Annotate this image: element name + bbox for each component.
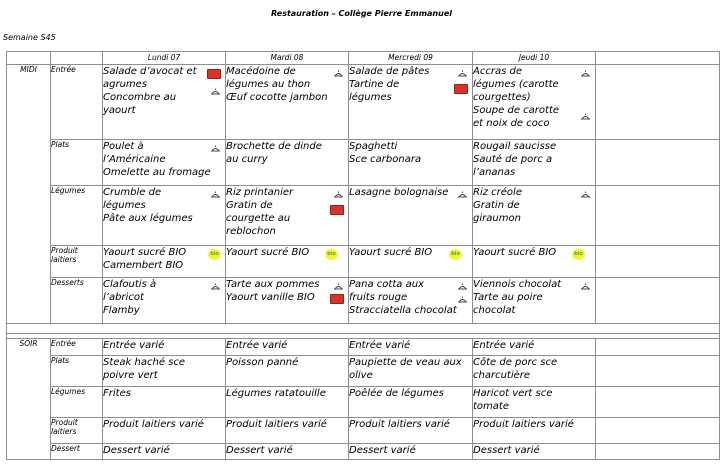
veggie-plate-icon xyxy=(580,112,591,121)
menu-cell-jeudi: Accras de légumes (carotte courgettes) Soupe de carotte et noix de coco xyxy=(473,65,596,140)
menu-cell-mardi: Légumes ratatouille xyxy=(226,387,349,418)
menu-cell-lundi: Salade d’avocat et agrumes Concombre au yaourt xyxy=(103,65,226,140)
category-label: Entrée xyxy=(51,339,103,356)
homemade-stamp-icon xyxy=(330,294,344,304)
veggie-plate-icon xyxy=(333,69,344,78)
midi-plats-row xyxy=(7,140,720,186)
menu-table xyxy=(6,51,720,460)
spacer-row xyxy=(7,324,720,334)
menu-cell-jeudi: Produit laitiers varié xyxy=(473,418,596,444)
bio-label-icon: bio xyxy=(325,249,338,260)
menu-cell-jeudi: Rougail saucisse Sauté de porc a l’ananas xyxy=(473,140,596,186)
page-title: Restauration – Collège Pierre Emmanuel xyxy=(271,9,452,18)
menu-cell-lundi: Crumble de légumes Pâte aux légumes xyxy=(103,186,226,246)
day-header-mercredi: Mercredi 09 xyxy=(349,52,473,65)
menu-cell-lundi: Entrée varié xyxy=(103,339,226,356)
header-row xyxy=(7,52,720,65)
homemade-stamp-icon xyxy=(207,69,221,79)
veggie-plate-icon xyxy=(457,295,468,304)
category-label: Entrée xyxy=(51,65,103,140)
menu-cell-mardi: Tarte aux pommes Yaourt vanille BIO xyxy=(226,278,349,324)
veggie-plate-icon xyxy=(210,190,221,199)
veggie-plate-icon xyxy=(457,282,468,291)
menu-cell-jeudi: Viennois chocolat Tarte au poire chocolat xyxy=(473,278,596,324)
veggie-plate-icon xyxy=(210,282,221,291)
midi-desserts-row xyxy=(7,278,720,324)
menu-cell-mardi: Riz printanier Gratin de courgette au reblochon xyxy=(226,186,349,246)
menu-cell-mardi: Produit laitiers varié xyxy=(226,418,349,444)
veggie-plate-icon xyxy=(580,69,591,78)
soir-legumes-row xyxy=(7,387,720,418)
menu-cell-lundi: Dessert varié xyxy=(103,444,226,460)
day-header-lundi: Lundi 07 xyxy=(103,52,226,65)
veggie-plate-icon xyxy=(580,282,591,291)
menu-cell-mercredi: Dessert varié xyxy=(349,444,473,460)
menu-cell-mardi: Brochette de dinde au curry xyxy=(226,140,349,186)
menu-cell-lundi: Clafoutis à l’abricot Flamby xyxy=(103,278,226,324)
bio-label-icon: bio xyxy=(572,249,585,260)
category-label: Produit laitiers xyxy=(51,246,103,278)
veggie-plate-icon xyxy=(210,144,221,153)
menu-cell-jeudi: Dessert varié xyxy=(473,444,596,460)
bio-label-icon: bio xyxy=(449,249,462,260)
veggie-plate-icon xyxy=(580,190,591,199)
menu-cell-mercredi: Pana cotta aux fruits rouge Stracciatella chocolat xyxy=(349,278,473,324)
homemade-stamp-icon xyxy=(454,84,468,94)
veggie-plate-icon xyxy=(457,69,468,78)
menu-cell-mardi: Macédoine de légumes au thon Œuf cocotte jambon xyxy=(226,65,349,140)
menu-cell-mardi: Yaourt sucré BIO bio xyxy=(226,246,349,278)
menu-cell-mercredi: Lasagne bolognaise xyxy=(349,186,473,246)
service-midi: MIDI xyxy=(7,65,51,324)
menu-cell-lundi: Steak haché sce poivre vert xyxy=(103,356,226,387)
menu-cell-jeudi: Riz créole Gratin de giraumon xyxy=(473,186,596,246)
day-header-jeudi: Jeudi 10 xyxy=(473,52,596,65)
day-header-mardi: Mardi 08 xyxy=(226,52,349,65)
menu-cell-mercredi: Poêlée de légumes xyxy=(349,387,473,418)
menu-cell-lundi: Poulet à l’Américaine Omelette au fromage xyxy=(103,140,226,186)
menu-cell-mercredi: Entrée varié xyxy=(349,339,473,356)
week-label: Semaine S45 xyxy=(3,33,56,42)
menu-cell-jeudi: Côte de porc sce charcutière xyxy=(473,356,596,387)
menu-cell-lundi: Produit laitiers varié xyxy=(103,418,226,444)
homemade-stamp-icon xyxy=(330,205,344,215)
category-label: Légumes xyxy=(51,387,103,418)
bio-label-icon: bio xyxy=(208,249,221,260)
soir-plats-row xyxy=(7,356,720,387)
soir-produits-row xyxy=(7,418,720,444)
soir-dessert-row xyxy=(7,444,720,460)
category-label: Plats xyxy=(51,356,103,387)
midi-legumes-row xyxy=(7,186,720,246)
soir-entree-row xyxy=(7,339,720,356)
veggie-plate-icon xyxy=(210,87,221,96)
veggie-plate-icon xyxy=(333,282,344,291)
menu-cell-lundi: Frites xyxy=(103,387,226,418)
menu-cell-mercredi: Salade de pâtes Tartine de légumes xyxy=(349,65,473,140)
midi-produits-row xyxy=(7,246,720,278)
menu-cell-jeudi: Haricot vert sce tomate xyxy=(473,387,596,418)
category-label: Produit laitiers xyxy=(51,418,103,444)
menu-cell-mercredi: Produit laitiers varié xyxy=(349,418,473,444)
category-label: Desserts xyxy=(51,278,103,324)
midi-entree-row xyxy=(7,65,720,140)
category-label: Dessert xyxy=(51,444,103,460)
menu-cell-jeudi: Yaourt sucré BIO bio xyxy=(473,246,596,278)
veggie-plate-icon xyxy=(457,190,468,199)
veggie-plate-icon xyxy=(333,190,344,199)
menu-cell-mercredi: Spaghetti Sce carbonara xyxy=(349,140,473,186)
menu-cell-mardi: Poisson panné xyxy=(226,356,349,387)
service-soir: SOIR xyxy=(7,339,51,460)
category-label: Plats xyxy=(51,140,103,186)
menu-cell-lundi: Yaourt sucré BIO Camembert BIO bio xyxy=(103,246,226,278)
category-label: Légumes xyxy=(51,186,103,246)
menu-cell-mardi: Entrée varié xyxy=(226,339,349,356)
menu-cell-jeudi: Entrée varié xyxy=(473,339,596,356)
menu-cell-mercredi: Yaourt sucré BIO bio xyxy=(349,246,473,278)
menu-cell-mardi: Dessert varié xyxy=(226,444,349,460)
menu-cell-mercredi: Paupiette de veau aux olive xyxy=(349,356,473,387)
